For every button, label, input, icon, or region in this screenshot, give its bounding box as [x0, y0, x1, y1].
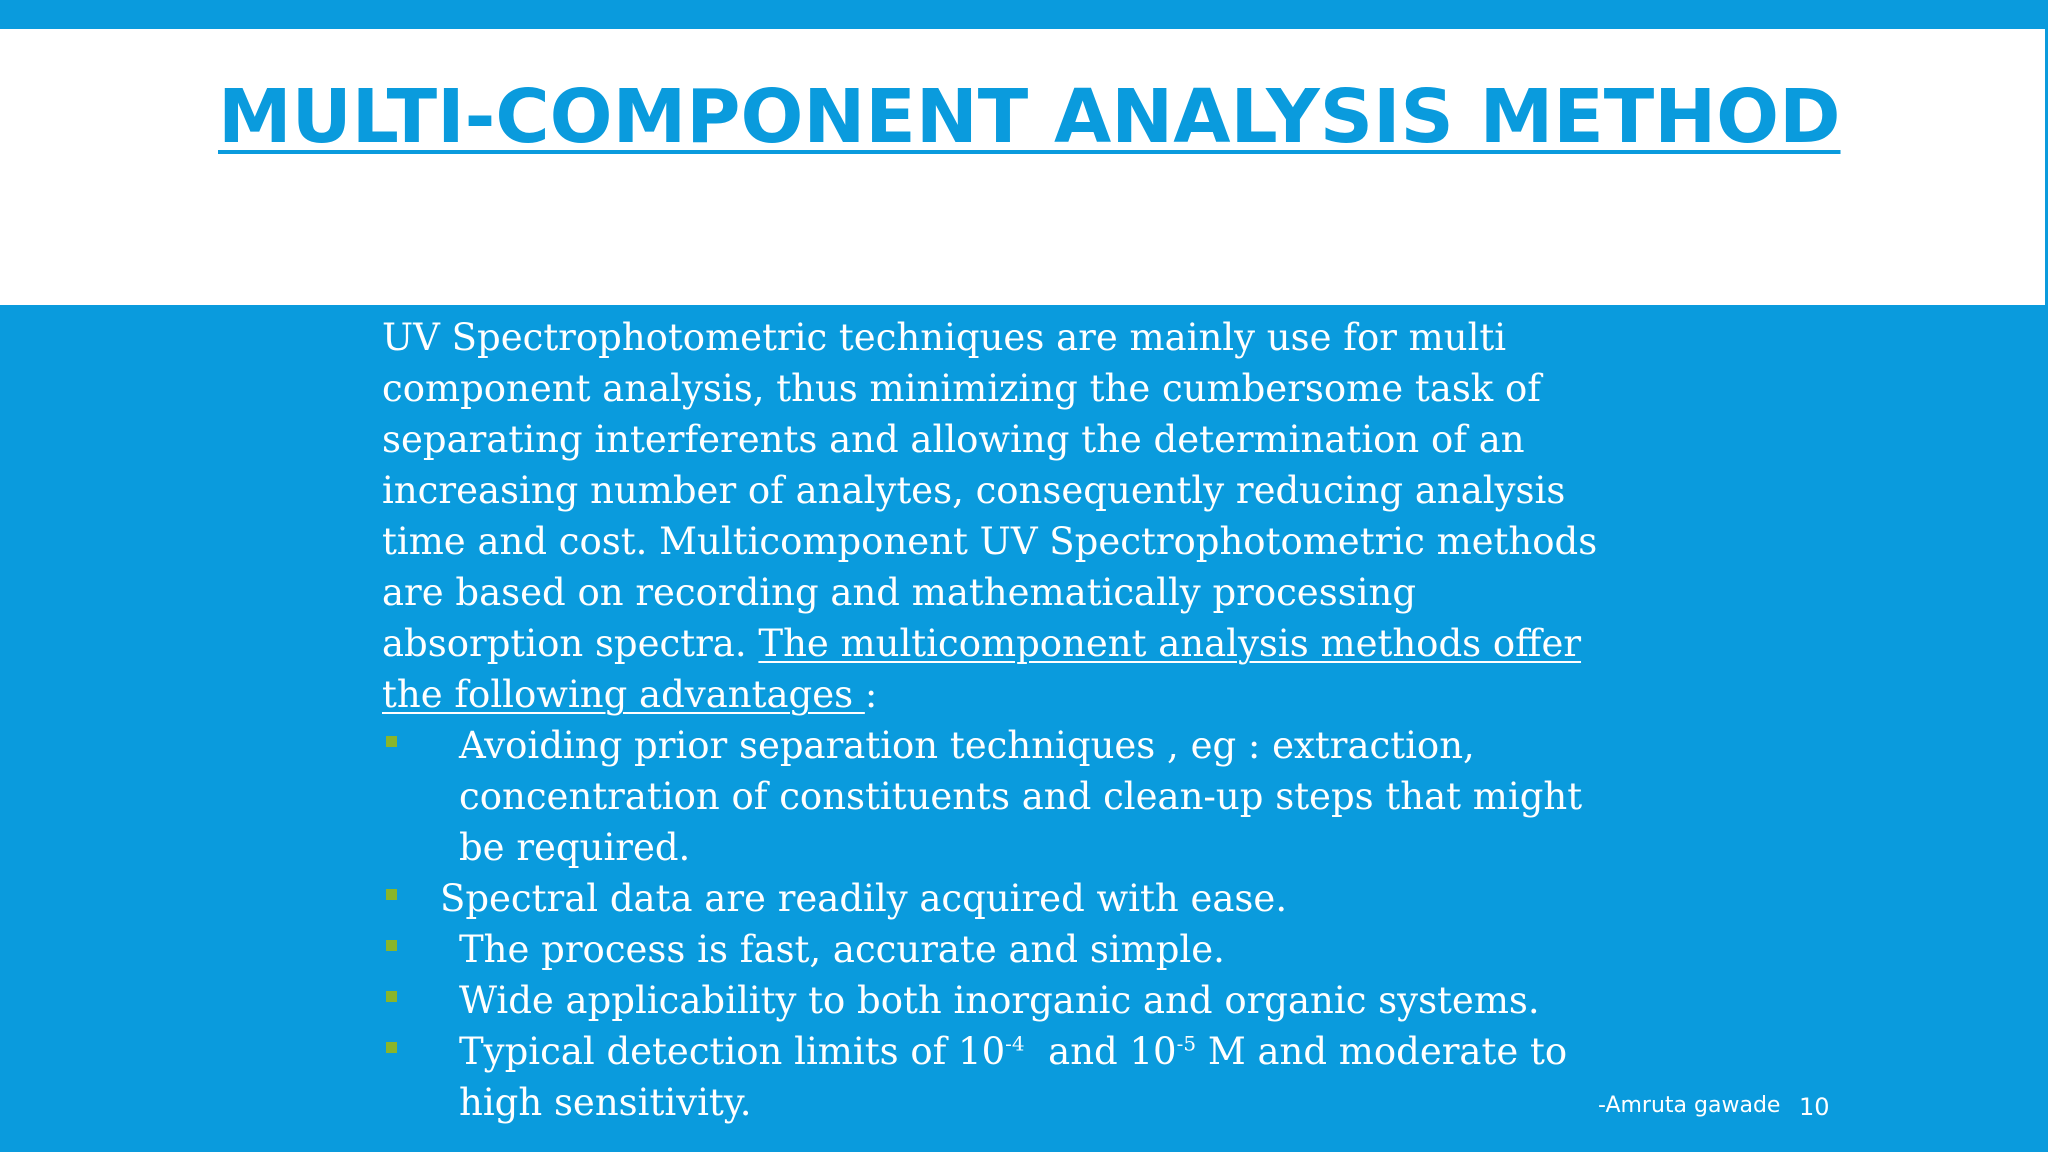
slide-body: [382, 312, 1622, 1128]
bullet-text: Spectral data are readily acquired with ease.: [440, 877, 1288, 920]
bullet-text: The process is fast, accurate and simple.: [459, 928, 1225, 971]
footer-author: -Amruta gawade: [1598, 1093, 1781, 1118]
slide-title: MULTI-COMPONENT ANALYSIS METHOD: [218, 74, 1841, 160]
top-accent-bar: [0, 0, 2048, 29]
intro-text: UV Spectrophotometric techniques are mainly use for multi component analysis, thus minimizing the cumbersome task of separating interferents and allowing the determination of an increasing number of analytes, consequently reducing analysis time and cost. Multicomponent UV Spectrophotometric methods are based on recording and mathematically processing absorption spectra.: [382, 316, 1598, 665]
list-item: [382, 924, 1622, 975]
square-bullet-icon: [386, 940, 397, 951]
list-item: [382, 975, 1622, 1026]
title-band: [0, 29, 2048, 305]
bullet-text: Avoiding prior separation techniques , eg : extraction, concentration of constituents and clean-up steps that might be required.: [459, 724, 1583, 869]
square-bullet-icon: [386, 991, 397, 1002]
intro-paragraph: [382, 312, 1622, 720]
slide-number: 10: [1799, 1093, 1830, 1121]
bullet-text: [459, 1030, 1567, 1124]
bullet-text: Wide applicability to both inorganic and organic systems.: [459, 979, 1540, 1022]
detection-text-1: Typical detection limits of 10: [459, 1030, 1006, 1073]
exponent-1: -4: [1005, 1031, 1025, 1056]
list-item: [382, 720, 1622, 873]
list-item: [382, 873, 1622, 924]
square-bullet-icon: [386, 736, 397, 747]
detection-text-2: and 10: [1024, 1030, 1177, 1073]
advantages-heading: The multicomponent analysis methods offer the following advantages: [382, 622, 1582, 716]
heading-colon: :: [864, 673, 878, 716]
square-bullet-icon: [386, 889, 397, 900]
detection-text-3: M and moderate to high sensitivity.: [459, 1030, 1568, 1124]
list-item: [382, 1026, 1622, 1128]
advantages-list: [382, 720, 1622, 1128]
square-bullet-icon: [386, 1042, 397, 1053]
exponent-2: -5: [1176, 1031, 1197, 1056]
